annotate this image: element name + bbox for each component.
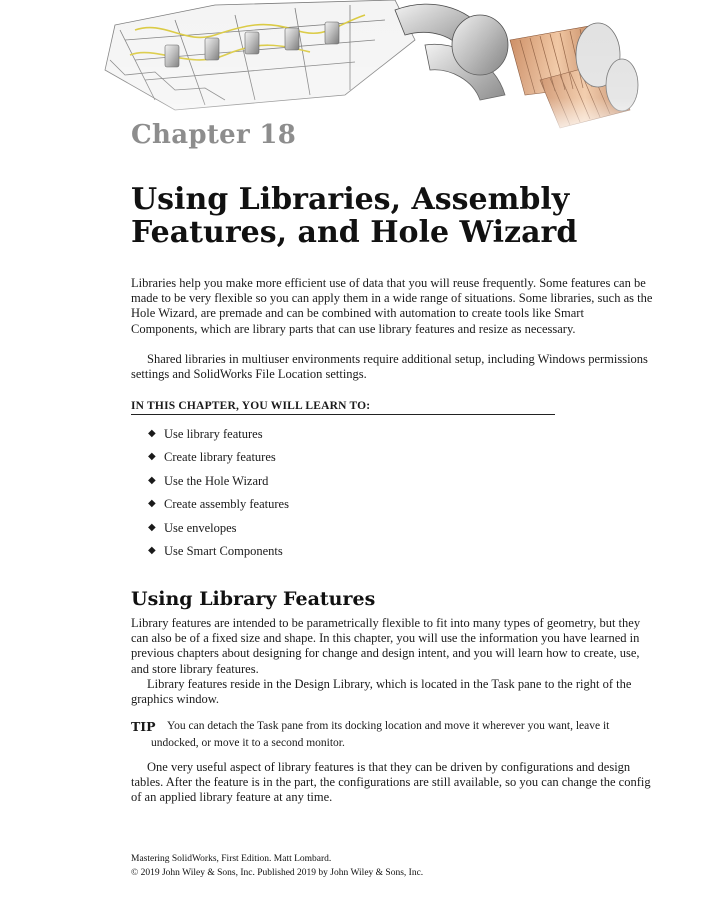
intro-paragraph-1: Libraries help you make more efficient use of data that you will reuse frequently. Some features can be made to be very flexible so you can apply them in a wide range of situations. Some libraries, such as the Hole Wizard, are premade and can be combined with automation to create tools like Smart Components, which are library parts that can use library features and resize as necessary. (131, 276, 653, 336)
learn-list (148, 425, 289, 565)
section-paragraph-3: One very useful aspect of library features is that they can be driven by configurations and design tables. After the feature is in the part, the configurations are still available, so you can change the config of an applied library feature at any time. (131, 760, 651, 805)
intro-paragraph-2: Shared libraries in multiuser environments require additional setup, including Windows permissions settings and SolidWorks File Location settings. (131, 352, 648, 382)
tip-box (131, 718, 651, 752)
engine-illustration (95, 0, 640, 140)
section-title: Using Library Features (131, 588, 376, 610)
footer-line-2: © 2019 John Wiley & Sons, Inc. Published 2019 by John Wiley & Sons, Inc. (131, 867, 424, 878)
learn-item: ◆ Use Smart Components (148, 543, 283, 558)
footer-line-1: Mastering SolidWorks, First Edition. Matt Lombard. (131, 854, 332, 864)
learn-heading: IN THIS CHAPTER, YOU WILL LEARN TO: (131, 400, 555, 415)
chapter-title-line1: Using Libraries, Assembly (131, 182, 570, 217)
diamond-bullet-icon: ◆ (148, 451, 156, 463)
learn-item: ◆ Use envelopes (148, 520, 237, 535)
diamond-bullet-icon: ◆ (148, 498, 156, 510)
section-paragraph-1: Library features are intended to be parametrically flexible to fit into many types of geometry, but they can also be of a fixed size and shape. In this chapter, you will use the information you have learned in previous chapters about designing for change and design intent, and you will learn how to create, use, and store library features. (131, 616, 641, 676)
tip-line-1: You can detach the Task pane from its docking location and move it wherever you want, leave it (167, 720, 610, 732)
diamond-bullet-icon: ◆ (148, 521, 156, 533)
tip-line-2: undocked, or move it to a second monitor. (151, 737, 345, 749)
chapter-title (131, 183, 611, 249)
diamond-bullet-icon: ◆ (148, 544, 156, 556)
learn-item: ◆ Create assembly features (148, 497, 289, 512)
learn-item: ◆ Use the Hole Wizard (148, 473, 269, 488)
diamond-bullet-icon: ◆ (148, 428, 156, 439)
chapter-title-line2: Features, and Hole Wizard (131, 215, 578, 250)
chapter-label: Chapter 18 (131, 120, 297, 150)
diamond-bullet-icon: ◆ (148, 474, 156, 486)
learn-item: ◆ Use library features (148, 427, 263, 441)
learn-item: ◆ Create library features (148, 450, 276, 465)
section-paragraph-2: Library features reside in the Design Library, which is located in the Task pane to the right of the graphics window. (131, 677, 632, 707)
tip-text (131, 718, 651, 752)
tip-label: TIP (131, 719, 156, 734)
copyright-footer (131, 853, 423, 880)
